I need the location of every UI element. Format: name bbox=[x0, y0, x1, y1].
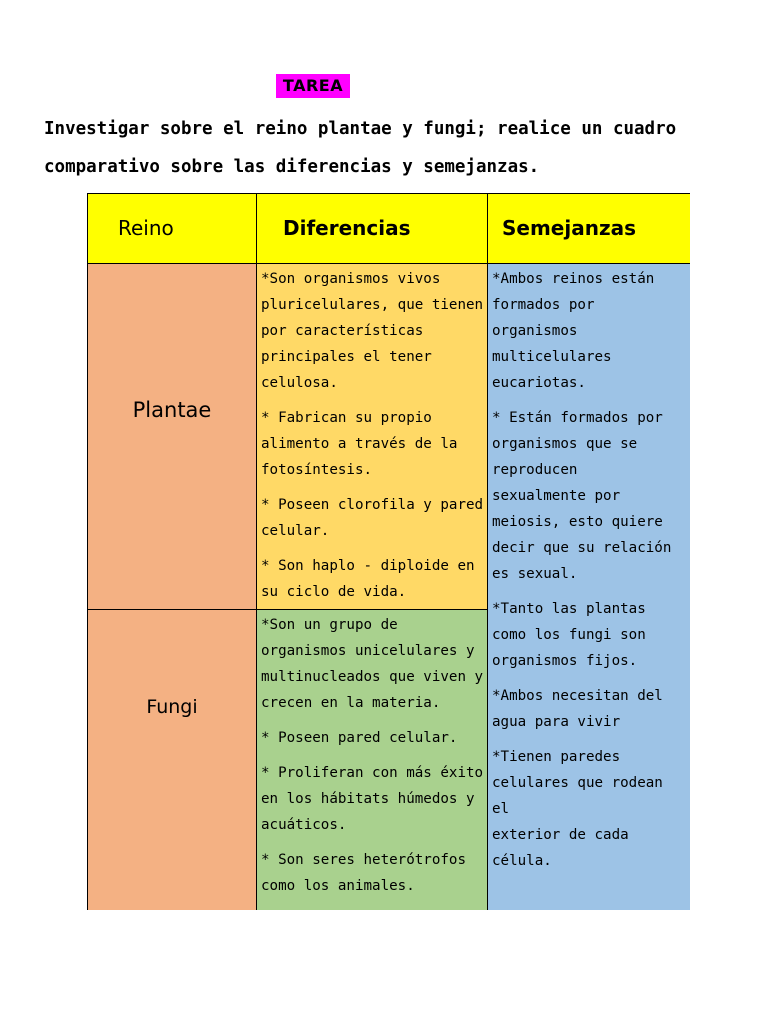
header-semejanzas-label: Semejanzas bbox=[502, 216, 637, 240]
semejanzas-list bbox=[492, 266, 688, 883]
header-semejanzas bbox=[488, 194, 690, 264]
header-reino bbox=[88, 194, 257, 264]
diferencia-item: *Son organismos vivos pluricelulares, que tienen por características principales el tener celulosa. bbox=[261, 271, 484, 391]
semejanza-item: * Están formados por organismos que se reproducen sexualmente por meiosis, esto quiere decir que su relación es sexual. bbox=[492, 410, 672, 582]
reino-name-fungi: Fungi bbox=[146, 696, 198, 718]
header-diferencias-label: Diferencias bbox=[283, 216, 411, 240]
diferencia-item: * Son haplo - diploide en su ciclo de vida. bbox=[261, 558, 475, 600]
diferencias-list-fungi bbox=[261, 612, 485, 908]
header-diferencias bbox=[257, 194, 488, 264]
comparison-table bbox=[87, 193, 690, 910]
diferencia-item: * Poseen clorofila y pared celular. bbox=[261, 497, 484, 539]
diferencias-list-plantae bbox=[261, 266, 485, 614]
semejanza-item: *Tienen paredes celulares que rodean el exterior de cada célula. bbox=[492, 749, 663, 869]
diferencias-cell-fungi bbox=[257, 610, 488, 910]
semejanza-item: *Ambos necesitan del agua para vivir bbox=[492, 688, 663, 730]
instruction-line-2: comparativo sobre las diferencias y semejanzas. bbox=[44, 157, 540, 177]
diferencia-item: * Son seres heterótrofos como los animales. bbox=[261, 852, 466, 894]
reino-cell-plantae bbox=[88, 264, 257, 610]
semejanza-item: *Tanto las plantas como los fungi son organismos fijos. bbox=[492, 601, 646, 669]
instruction-line-1: Investigar sobre el reino plantae y fungi; realice un cuadro bbox=[44, 119, 677, 139]
diferencia-item: * Poseen pared celular. bbox=[261, 730, 458, 746]
task-label: TAREA bbox=[276, 74, 350, 98]
instruction-text bbox=[44, 110, 734, 186]
reino-cell-fungi bbox=[88, 610, 257, 910]
semejanza-item: *Ambos reinos están formados por organismos multicelulares eucariotas. bbox=[492, 271, 655, 391]
diferencia-item: *Son un grupo de organismos unicelulares y multinucleados que viven y crecen en la materia. bbox=[261, 617, 484, 711]
diferencia-item: * Proliferan con más éxito en los hábitats húmedos y acuáticos. bbox=[261, 765, 484, 833]
header-reino-label: Reino bbox=[118, 216, 174, 240]
semejanzas-cell bbox=[488, 264, 690, 910]
reino-name-plantae: Plantae bbox=[132, 398, 212, 422]
diferencias-cell-plantae bbox=[257, 264, 488, 610]
diferencia-item: * Fabrican su propio alimento a través de la fotosíntesis. bbox=[261, 410, 458, 478]
